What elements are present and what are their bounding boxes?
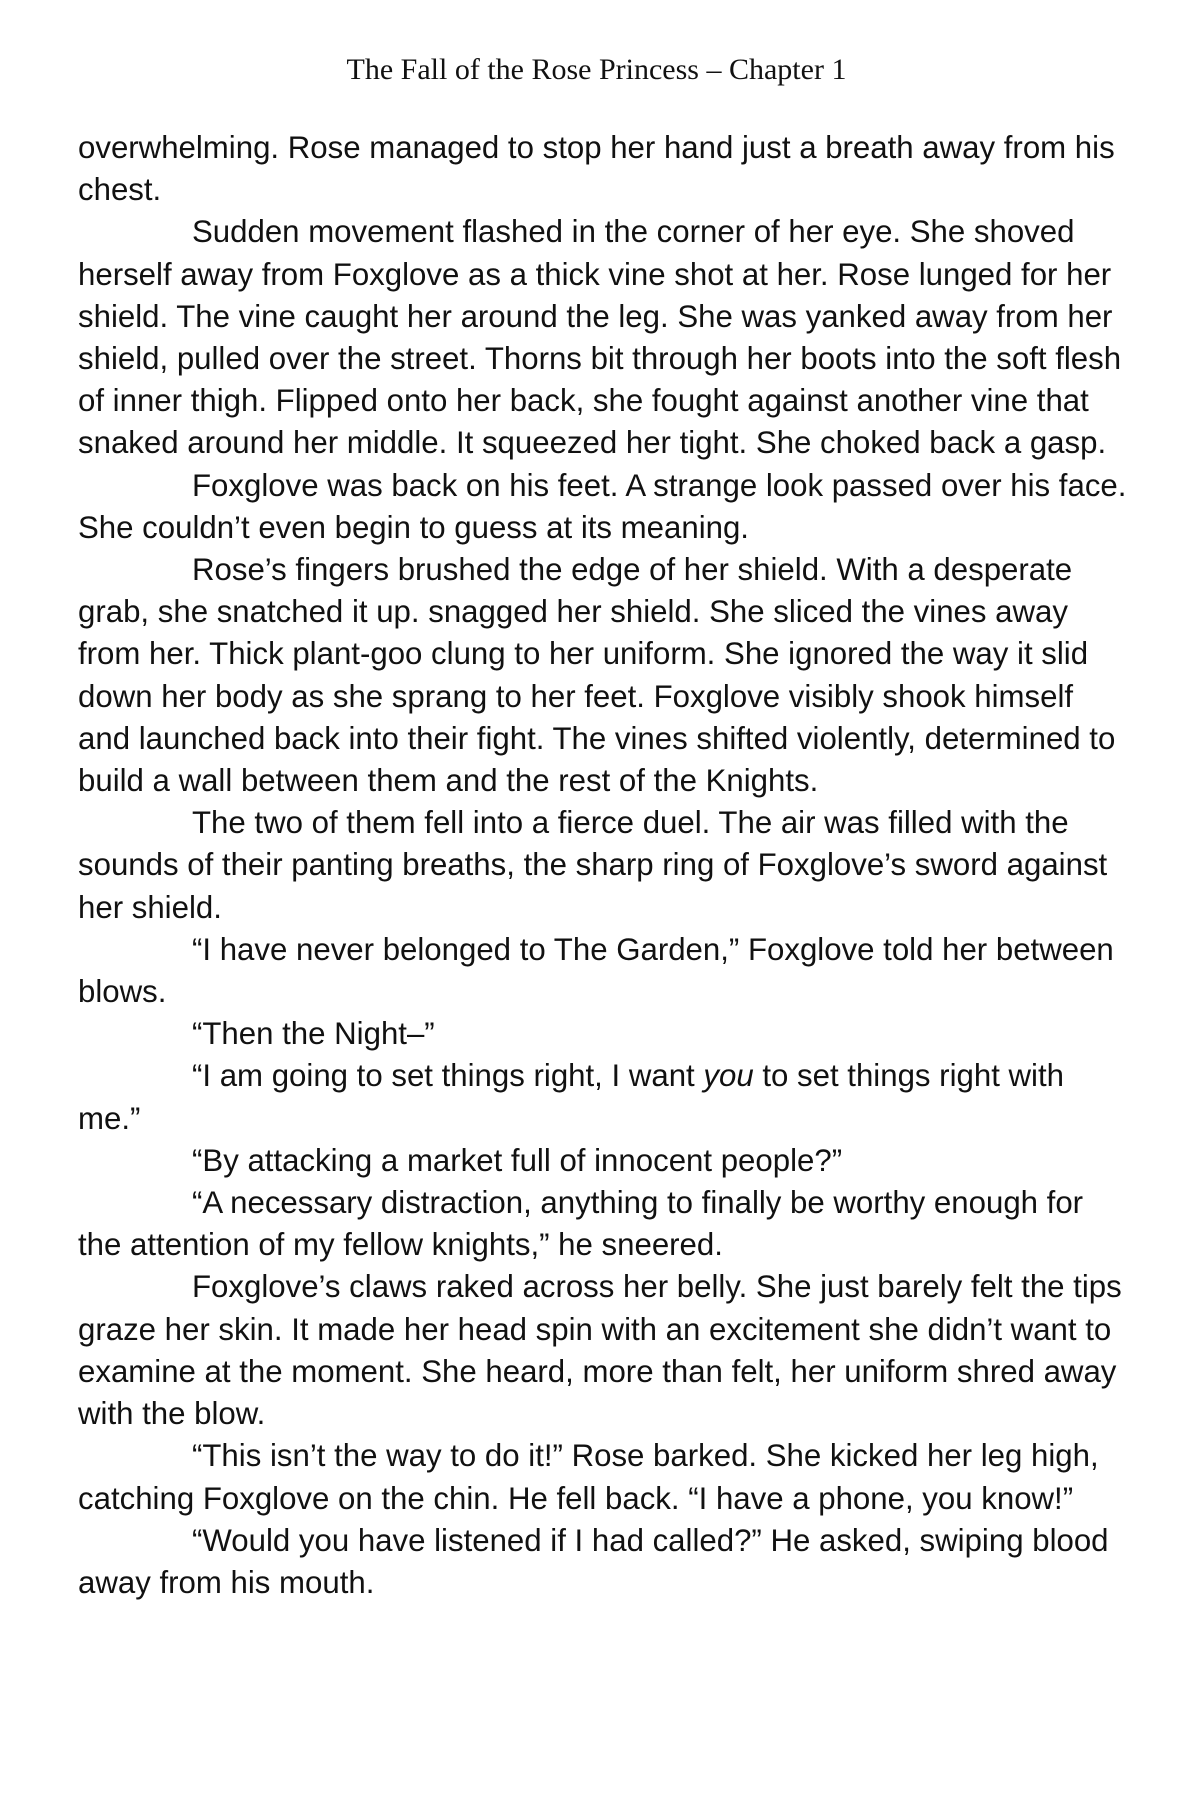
paragraph-5: The two of them fell into a fierce duel. The air was filled with the sounds of their panting breaths, the sharp ring of Foxglove’s sword against her shield.: [78, 805, 1108, 925]
paragraph-8-after: to set things right with me.”: [78, 1058, 1064, 1136]
paragraph-4: Rose’s fingers brushed the edge of her shield. With a desperate grab, she snatched it up. snagged her shield. She sliced the vines away from her. Thick plant-goo clung to her uniform. She ignored the way it slid down her body as she sprang to her feet. Foxglove visibly shook himself and launched back into their fight. The vines shifted violently, determined to build a wall between them and the rest of the Knights.: [78, 552, 1116, 799]
paragraph-8: [78, 1055, 1128, 1139]
paragraph-7: “Then the Night–”: [192, 1016, 435, 1052]
paragraph-10: “A necessary distraction, anything to finally be worthy enough for the attention of my fellow knights,” he sneered.: [78, 1185, 1084, 1263]
paragraph-1: overwhelming. Rose managed to stop her hand just a breath away from his chest.: [78, 130, 1115, 208]
paragraph-12: “This isn’t the way to do it!” Rose barked. She kicked her leg high, catching Foxglove on the chin. He fell back. “I have a phone, you know!”: [78, 1438, 1099, 1516]
paragraph-11: Foxglove’s claws raked across her belly. She just barely felt the tips graze her skin. It made her head spin with an excitement she didn’t want to examine at the moment. She heard, more than felt, her uniform shred away with the blow.: [78, 1269, 1122, 1432]
paragraph-8-before: “I am going to set things right, I want: [192, 1058, 704, 1094]
running-header: The Fall of the Rose Princess – Chapter 1: [346, 53, 847, 86]
chapter-body: [78, 127, 1128, 1604]
paragraph-8-italic: you: [703, 1058, 754, 1094]
paragraph-6: “I have never belonged to The Garden,” Foxglove told her between blows.: [78, 931, 1114, 1010]
paragraph-9: “By attacking a market full of innocent people?”: [192, 1142, 843, 1178]
paragraph-2: Sudden movement flashed in the corner of her eye. She shoved herself away from Foxglove as a thick vine shot at her. Rose lunged for her shield. The vine caught her around the leg. She was yanked away from her shield, pulled over the street. Thorns bit through her boots into the soft flesh of inner thigh. Flipped onto her back, she fought against another vine that snaked around her middle. It squeezed her tight. She choked back a gasp.: [78, 214, 1122, 461]
paragraph-3: Foxglove was back on his feet. A strange look passed over his face. She couldn’t even begin to guess at its meaning.: [78, 467, 1127, 545]
paragraph-13: “Would you have listened if I had called?” He asked, swiping blood away from his mouth.: [78, 1522, 1109, 1600]
